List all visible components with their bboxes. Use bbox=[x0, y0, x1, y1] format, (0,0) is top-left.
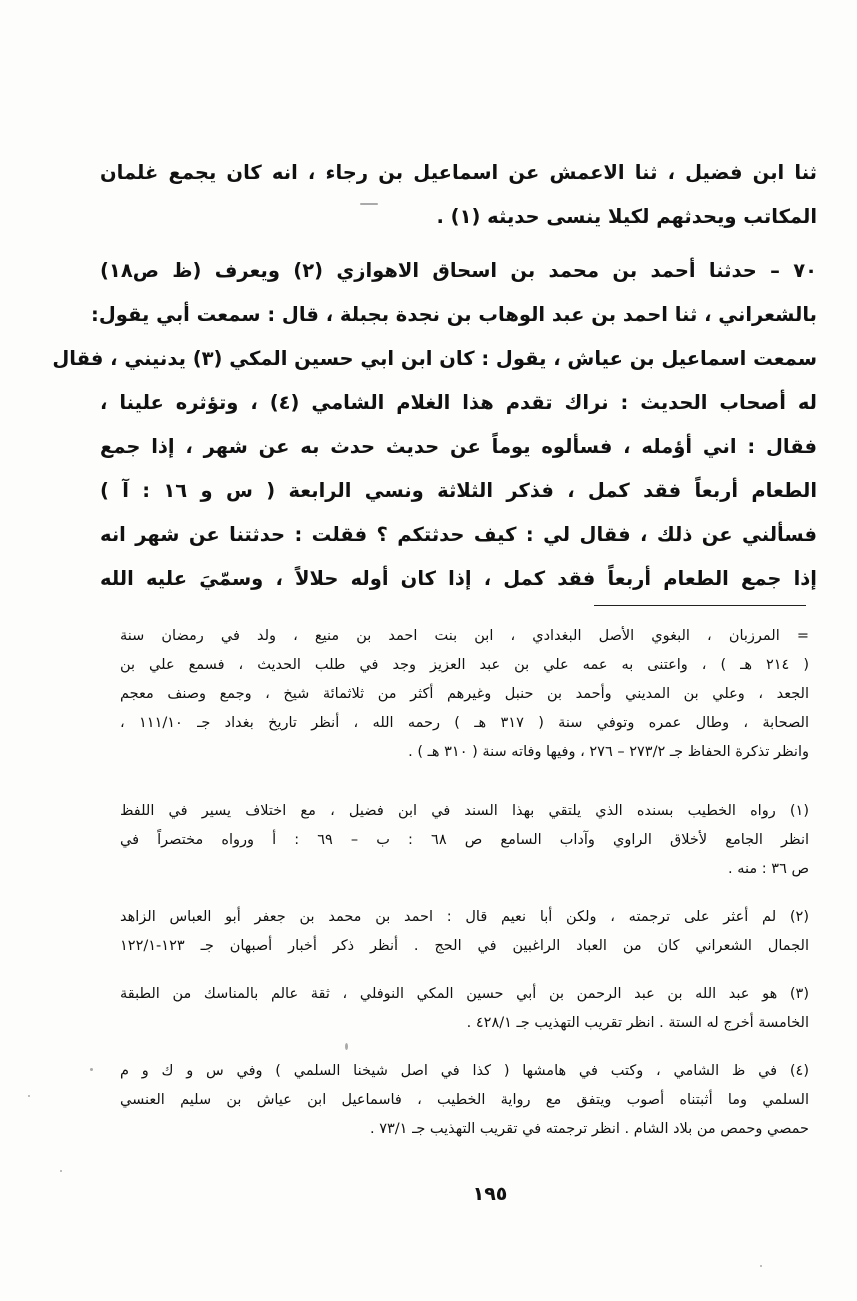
footnote-line: (٣) هو عبد الله بن عبد الرحمن بن أبي حسين المكي النوفلي ، ثقة عالم بالمناسك من الطبقة bbox=[120, 986, 809, 1002]
scan-speck bbox=[90, 1068, 93, 1071]
text-line: المكاتب ويحدثهم لكيلا ينسى حديثه (١) . bbox=[436, 205, 817, 228]
footnote-1 bbox=[120, 797, 809, 884]
text-line: فسألني عن ذلك ، فقال لي : كيف حدثتكم ؟ فقلت : حدثتنا عن شهر انه bbox=[100, 523, 817, 546]
hadith-70-paragraph bbox=[52, 249, 818, 601]
scan-speck bbox=[60, 1170, 62, 1172]
text-line: سمعت اسماعيل بن عياش ، يقول : كان ابن ابي حسين المكي (٣) يدنيني ، فقال bbox=[52, 347, 817, 370]
footnote-line: (١) رواه الخطيب بسنده الذي يلتقي بهذا السند في ابن فضيل ، مع اختلاف يسير في اللفظ bbox=[120, 803, 809, 819]
text-line: ٧٠ – حدثنا أحمد بن محمد بن اسحاق الاهوازي (٢) ويعرف (ظ ص١٨) bbox=[100, 259, 818, 282]
footnote-line: (٢) لم أعثر على ترجمته ، ولكن أبا نعيم قال : احمد بن محمد بن جعفر أبو العباس الزاهد bbox=[120, 909, 809, 925]
footnote-line: الخامسة أخرج له الستة . انظر تقريب التهذيب جـ ٤٢٨/١ . bbox=[466, 1015, 809, 1031]
footnote-line: وانظر تذكرة الحفاظ جـ ٢٧٣/٢ – ٢٧٦ ، وفيها وفاته سنة ( ٣١٠ هـ ) . bbox=[408, 744, 809, 760]
scan-speck bbox=[360, 203, 378, 205]
footnote-divider bbox=[594, 605, 806, 606]
footnote-line: (٤) في ظ الشامي ، وكتب في هامشها ( كذا في اصل شيخنا السلمي ) وفي س و ك و م bbox=[120, 1063, 809, 1079]
scan-speck bbox=[28, 1095, 30, 1097]
footnote-line: ص ٣٦ : منه . bbox=[728, 861, 809, 877]
intro-paragraph bbox=[100, 151, 817, 239]
scan-speck bbox=[345, 1043, 348, 1050]
footnote-line: الجمال الشعراني كان من العباد الراغبين في الحج . أنظر ذكر أخبار أصبهان جـ ١٢٣-١٢٢/١ bbox=[120, 938, 809, 954]
text-line: بالشعراني ، ثنا احمد بن عبد الوهاب بن نجدة بجبلة ، قال : سمعت أبي يقول: bbox=[91, 303, 817, 326]
footnote-2 bbox=[120, 903, 809, 961]
text-line: ثنا ابن فضيل ، ثنا الاعمش عن اسماعيل بن رجاء ، انه كان يجمع غلمان bbox=[100, 161, 817, 184]
text-line: إذا جمع الطعام أربعاً فقد كمل ، إذا كان أوله حلالاً ، وسمّيَ عليه الله bbox=[100, 567, 817, 590]
footnote-line: = المرزبان ، البغوي الأصل البغدادي ، ابن بنت احمد بن منيع ، ولد في رمضان سنة bbox=[120, 628, 809, 644]
footnote-continuation bbox=[120, 622, 809, 767]
text-line: الطعام أربعاً فقد كمل ، فذكر الثلاثة ونسي الرابعة ( س و ١٦ : آ ) bbox=[100, 479, 817, 502]
text-line: فقال : اني أؤمله ، فسألوه يوماً عن حديث حدث به عن شهر ، إذا جمع bbox=[100, 435, 817, 458]
scan-speck bbox=[760, 1265, 762, 1267]
footnote-4 bbox=[120, 1057, 809, 1144]
footnote-line: حمصي وحمص من بلاد الشام . انظر ترجمته في تقريب التهذيب جـ ٧٣/١ . bbox=[370, 1121, 809, 1137]
footnote-line: انظر الجامع لأخلاق الراوي وآداب السامع ص ٦٨ : ب – ٦٩ : أ ورواه مختصراً في bbox=[120, 832, 810, 848]
footnote-line: ( ٢١٤ هـ ) ، واعتنى به عمه علي بن عبد العزيز وجد في طلب الحديث ، فسمع علي بن bbox=[120, 657, 809, 673]
footnote-line: الصحابة ، وطال عمره وتوفي سنة ( ٣١٧ هـ ) رحمه الله ، أنظر تاريخ بغداد جـ ١١١/١٠ ، bbox=[120, 715, 809, 731]
text-line: له أصحاب الحديث : نراك تقدم هذا الغلام الشامي (٤) ، وتؤثره علينا ، bbox=[100, 391, 817, 414]
page-number: ١٩٥ bbox=[472, 1183, 508, 1205]
footnote-line: السلمي وما أثبتناه أصوب ويتفق مع رواية الخطيب ، فاسماعيل ابن عياش بن سليم العنسي bbox=[120, 1092, 809, 1108]
footnote-line: الجعد ، وعلي بن المديني وأحمد بن حنبل وغيرهم أكثر من ثلاثمائة شيخ ، وجمع وصنف معجم bbox=[120, 686, 809, 702]
footnote-3 bbox=[120, 980, 809, 1038]
